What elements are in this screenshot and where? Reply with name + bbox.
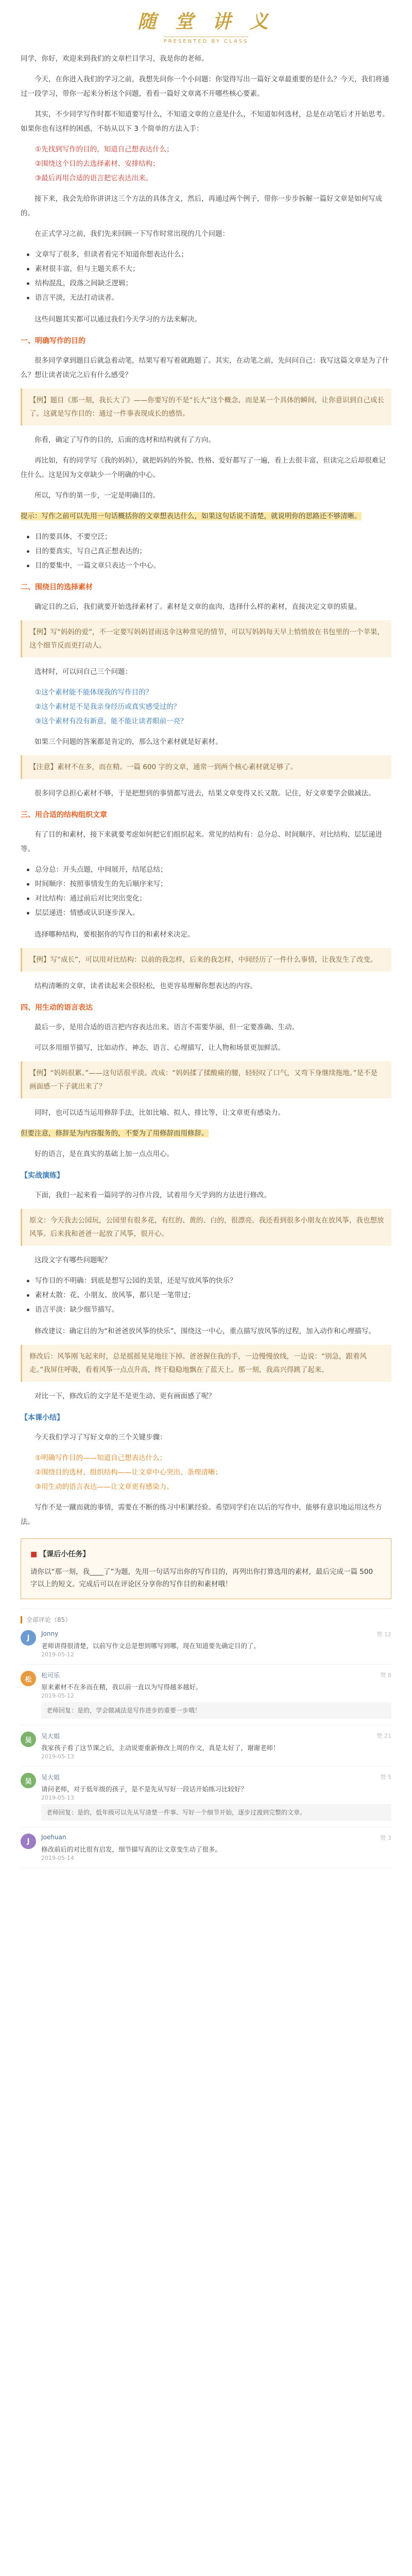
avatar[interactable]: 吴 [21, 1773, 36, 1788]
bullet-icon [27, 869, 29, 871]
paragraph: 最后一步，是用合适的语言把内容表达出来。语言不需要华丽，但一定要准确、生动。 [35, 1023, 299, 1031]
original-text-quote: 原文：今天我去公园玩，公园里有很多花，有红的、黄的、白的，很漂亮。我还看到很多小朋友在放风筝，我也想放风筝。后来我和爸爸一起放了风筝，很开心。 [21, 1209, 391, 1246]
summary-list [21, 1451, 391, 1494]
comment-text: 请问老师，对于低年级的孩子，是不是先从写好一段话开始练习比较好？ [41, 1785, 248, 1793]
comment-text: 修改前后的对比很有启发，细节描写真的让文章变生动了很多。 [41, 1845, 222, 1853]
paragraph: 这段文字有哪些问题呢？ [35, 1256, 111, 1264]
section-title: 二、围绕目的选择素材 [21, 583, 93, 591]
comments-header [21, 1608, 391, 1624]
paragraph: 确定目的之后，我们就要开始选择素材了。素材是文章的血肉，选择什么样的素材，直接决定文章的质量。 [35, 603, 362, 611]
commenter-name[interactable]: Jonny [41, 1630, 59, 1637]
commenter-name[interactable]: 吴大姐 [41, 1774, 60, 1781]
bullet-icon [27, 883, 29, 886]
list-item: ③最后再用合适的语言把它表达出来。 [35, 174, 153, 182]
bullet-icon [27, 1309, 29, 1311]
paragraph: 很多同学拿到题目后就急着动笔，结果写着写着就跑题了。其实，在动笔之前，先问问自己：我写这篇文章是为了什么？想让读者读完之后有什么感受？ [21, 357, 389, 379]
bullet-icon [27, 565, 29, 567]
like-button[interactable]: 赞 12 [376, 1631, 391, 1638]
commenter-name[interactable]: 吴大姐 [41, 1733, 60, 1740]
section-title: 一、明确写作的目的 [21, 337, 85, 345]
paragraph: 选择哪种结构，要根据你的写作目的和素材来决定。 [35, 930, 195, 939]
list-item: ②围绕这个目的去选择素材、安排结构； [35, 160, 160, 168]
banner-subtitle: PRESENTED BY CLASS [164, 37, 249, 44]
section-title: 四、用生动的语言表达 [21, 1004, 93, 1012]
comment-time: 2019-05-14 [41, 1855, 74, 1861]
paragraph: 其实，不少同学写作时都不知道要写什么，不知道文章的立意是什么，不知道如何选材，总是在动笔后才开始思考。如果你也有这样的困惑，不妨从以下 3 个简单的方法入手： [21, 110, 389, 133]
example-quote: 【例】写“成长”，可以用对比结构：以前的我怎样，后来的我怎样，中间经历了一件什么事情，让我发生了改变。 [21, 948, 391, 972]
section-title: 【本课小结】 [21, 1414, 64, 1422]
highlight-tip: 但要注意，修辞是为内容服务的，不要为了用修辞而用修辞。 [21, 1129, 209, 1138]
paragraph: 你看，确定了写作的目的，后面的选材和结构就有了方向。 [35, 436, 215, 444]
paragraph: 好的语言，是在真实的基础上加一点点用心。 [35, 1150, 174, 1158]
avatar[interactable]: J [21, 1630, 36, 1646]
list-item: 素材很丰富，但与主题关系不大； [21, 262, 391, 276]
comment-body [41, 1671, 391, 1719]
paragraph: 下面，我们一起来看一篇同学的习作片段，试着用今天学到的方法进行修改。 [35, 1191, 271, 1199]
homework-title: ■ 【课后小任务】 [30, 1550, 90, 1558]
comment-item [21, 1767, 391, 1827]
bullet-icon [27, 536, 29, 538]
list-item: ①这个素材能不能体现我的写作目的？ [35, 688, 153, 697]
list-item: 素材太散：花、小朋友、放风筝，都只是一笔带过； [21, 1288, 391, 1302]
bullet-icon [27, 550, 29, 553]
comment-body [41, 1773, 391, 1821]
bullet-icon [27, 253, 29, 256]
paragraph: 这些问题其实都可以通过我们今天学习的方法来解决。 [35, 315, 201, 324]
problem-list [21, 247, 391, 305]
list-item: 时间顺序：按照事情发生的先后顺序来写； [21, 877, 391, 891]
comment-list [0, 1624, 412, 1868]
structure-list [21, 862, 391, 920]
paragraph: 今天我们学习了写好文章的三个关键步骤： [35, 1433, 167, 1442]
comment-text: 我家孩子看了这节课之后，主动说要重新修改上周的作文，真是太好了，谢谢老师！ [41, 1744, 280, 1752]
paragraph: 如果三个问题的答案都是肯定的，那么这个素材就是好素材。 [35, 738, 222, 746]
paragraph: 可以多用细节描写，比如动作、神态、语言、心理描写，让人物和场景更加鲜活。 [35, 1044, 285, 1052]
bullet-icon [27, 1280, 29, 1282]
example-quote: 【例】写“妈妈的爱”，不一定要写妈妈冒雨送伞这种常见的情节，可以写妈妈每天早上悄悄放在书包里的一个苹果，这个细节反而更打动人。 [21, 620, 391, 657]
paragraph: 对比一下，修改后的文字是不是更生动、更有画面感了呢？ [35, 1392, 215, 1400]
highlight-tip: 提示：写作之前可以先用一句话概括你的文章想表达什么，如果这句话说不清楚，就说明你的思路还不够清晰。 [21, 512, 362, 520]
homework-box [21, 1538, 391, 1599]
list-item: ③这个素材有没有新意，能不能让读者眼前一亮？ [35, 717, 187, 725]
bullet-icon [27, 912, 29, 914]
like-button[interactable]: 赞 8 [380, 1672, 391, 1679]
list-item: 文章写了很多，但读者看完不知道你想表达什么； [21, 247, 391, 262]
comment-time: 2019-05-13 [41, 1753, 74, 1760]
revised-text-quote: 修改后：风筝刚飞起来时，总是摇摇晃晃地往下掉。爸爸握住我的手，一边慢慢放线，一边说：“别急，跟着风走。”我屏住呼吸，看着风筝一点点升高，终于稳稳地飘在了蓝天上。那一刻，我高兴得跳了起来。 [21, 1345, 391, 1382]
comment-item [21, 1725, 391, 1767]
comment-item [21, 1624, 391, 1665]
paragraph: 今天，在你进入我们的学习之前，我想先问你一个小问题：你觉得写出一篇好文章最重要的是什么？今天，我们将通过一段学习，带你一起来分析这个问题，看看一篇好文章离不开哪些核心要素。 [21, 75, 389, 98]
like-button[interactable]: 赞 5 [380, 1774, 391, 1781]
square-icon: ■ [30, 1550, 38, 1558]
list-item: ②围绕目的选材、组织结构——让文章中心突出、条理清晰； [35, 1468, 222, 1477]
comment-time: 2019-05-13 [41, 1794, 74, 1801]
section-title: 三、用合适的结构组织文章 [21, 811, 107, 819]
bullet-icon [27, 897, 29, 900]
homework-text: 请你以“那一刻，我____了”为题，先用一句话写出你的写作目的，再列出你打算选用的素材，最后完成一篇 500 字以上的短文。完成后可以在评论区分享你的写作目的和素材哦！ [30, 1568, 373, 1588]
list-item: 目的要真实，写自己真正想表达的； [21, 544, 391, 558]
list-item: 语言平淡，无法打动读者。 [21, 291, 391, 305]
bullet-icon [27, 282, 29, 285]
paragraph: 同时，也可以适当运用修辞手法，比如比喻、拟人、排比等，让文章更有感染力。 [35, 1109, 285, 1117]
section-title: 【实战演练】 [21, 1172, 64, 1180]
commenter-name[interactable]: 松可乐 [41, 1672, 60, 1679]
paragraph: 很多同学总担心素材不够，于是把想到的事情都写进去，结果文章变得又长又散。记住，好文章要学会做减法。 [35, 789, 375, 798]
teacher-reply: 老师回复：是的，低年级可以先从写清楚一件事、写好一个细节开始，逐步过渡到完整的文章。 [41, 1804, 391, 1821]
comment-body [41, 1834, 391, 1861]
list-item: 对比结构：通过前后对比突出变化； [21, 891, 391, 906]
article-body [0, 52, 412, 1599]
comment-text: 原来素材不在多而在精，我以前一直以为写得越多越好。 [41, 1683, 202, 1691]
paragraph: 结构清晰的文章，读者读起来会很轻松，也更容易理解你想表达的内容。 [35, 982, 257, 990]
example-quote: 【例】题目《那一刻，我长大了》——你要写的不是“长大”这个概念，而是某一个具体的瞬间，让你意识到自己成长了。这就是写作目的：通过一件事表现成长的感悟。 [21, 388, 391, 426]
list-item: 目的要集中，一篇文章只表达一个中心。 [21, 558, 391, 573]
list-item: 写作目的不明确：到底是想写公园的美景，还是写放风筝的快乐？ [21, 1274, 391, 1288]
greeting: 同学，你好，欢迎来到我们的文章栏目学习，我是你的老师。 [21, 55, 209, 63]
bullet-icon [27, 297, 29, 299]
comment-body [41, 1630, 391, 1658]
list-item: 语言平淡：缺少细节描写。 [21, 1302, 391, 1317]
comment-text: 老师讲得很清楚，以前写作文总是想到哪写到哪，现在知道要先确定目的了。 [41, 1642, 261, 1650]
paragraph: 有了目的和素材，接下来就要考虑如何把它们组织起来。常见的结构有：总分总、时间顺序、对比结构、层层递进等。 [21, 831, 382, 853]
list-item: ①先找到写作的目的，知道自己想表达什么； [35, 145, 174, 154]
comments-count: 全部评论（85） [26, 1616, 72, 1623]
bullet-icon [27, 268, 29, 270]
paragraph: 在正式学习之前，我们先来回顾一下写作时常出现的几个问题： [35, 230, 229, 238]
list-item: 层层递进：情感或认识逐步深入。 [21, 906, 391, 920]
avatar[interactable]: 吴 [21, 1732, 36, 1747]
paragraph: 修改建议：确定目的为“和爸爸放风筝的快乐”，围绕这一中心，重点描写放风筝的过程，加入动作和心理描写。 [35, 1327, 375, 1335]
paragraph: 再比如，有的同学写《我的妈妈》，就把妈妈的外貌、性格、爱好都写了一遍，看上去很丰富，但读完之后却很难记住什么。这是因为文章缺少一个明确的中心。 [21, 456, 386, 479]
accent-bar [21, 1616, 22, 1623]
teacher-reply: 老师回复：是的，学会做减法是写作进步的重要一步哦！ [41, 1702, 391, 1719]
method-list [21, 142, 391, 185]
list-item: 结构混乱，段落之间缺乏逻辑； [21, 276, 391, 291]
like-button[interactable]: 赞 3 [380, 1835, 391, 1841]
list-item: 目的要具体，不要空泛； [21, 530, 391, 544]
note-quote: 【注意】素材不在多，而在精。一篇 600 字的文章，通常一到两个核心素材就足够了。 [21, 755, 391, 779]
comment-time: 2019-05-12 [41, 1692, 74, 1699]
paragraph: 选材时，可以问自己三个问题： [35, 668, 132, 676]
list-item: ①明确写作目的——知道自己想表达什么； [35, 1454, 167, 1462]
header-banner [0, 0, 412, 52]
comment-body [41, 1732, 391, 1760]
avatar[interactable]: J [21, 1834, 36, 1849]
issue-list [21, 1274, 391, 1317]
avatar[interactable]: 松 [21, 1671, 36, 1686]
paragraph: 接下来，我会先给你讲讲这三个方法的具体含义，然后，再通过两个例子，带你一步步拆解一篇好文章是如何写成的。 [21, 195, 382, 217]
like-button[interactable]: 赞 21 [376, 1733, 391, 1739]
commenter-name[interactable]: Joehuan [41, 1834, 66, 1841]
banner-title: 随 堂 讲 义 [138, 11, 274, 32]
paragraph: 写作不是一蹴而就的事情，需要在不断的练习中积累经验。希望同学们在以后的写作中，能够有意识地运用这些方法。 [21, 1503, 382, 1526]
example-quote: 【例】“妈妈很累。”——这句话很平淡。改成：“妈妈揉了揉酸痛的腰，轻轻叹了口气，又弯下身继续拖地。”是不是画面感一下子就出来了？ [21, 1061, 391, 1098]
list-item: ③用生动的语言表达——让文章更有感染力。 [35, 1483, 174, 1491]
bullet-icon [27, 1294, 29, 1297]
comment-item [21, 1665, 391, 1725]
paragraph: 所以，写作的第一步，一定是明确目的。 [35, 492, 160, 500]
list-item: 总分总：开头点题，中间展开，结尾总结； [21, 862, 391, 877]
comment-item [21, 1827, 391, 1868]
comment-time: 2019-05-12 [41, 1651, 74, 1658]
tips-list [21, 530, 391, 573]
list-item: ②这个素材是不是我亲身经历或真实感受过的？ [35, 703, 181, 711]
question-list [21, 685, 391, 728]
